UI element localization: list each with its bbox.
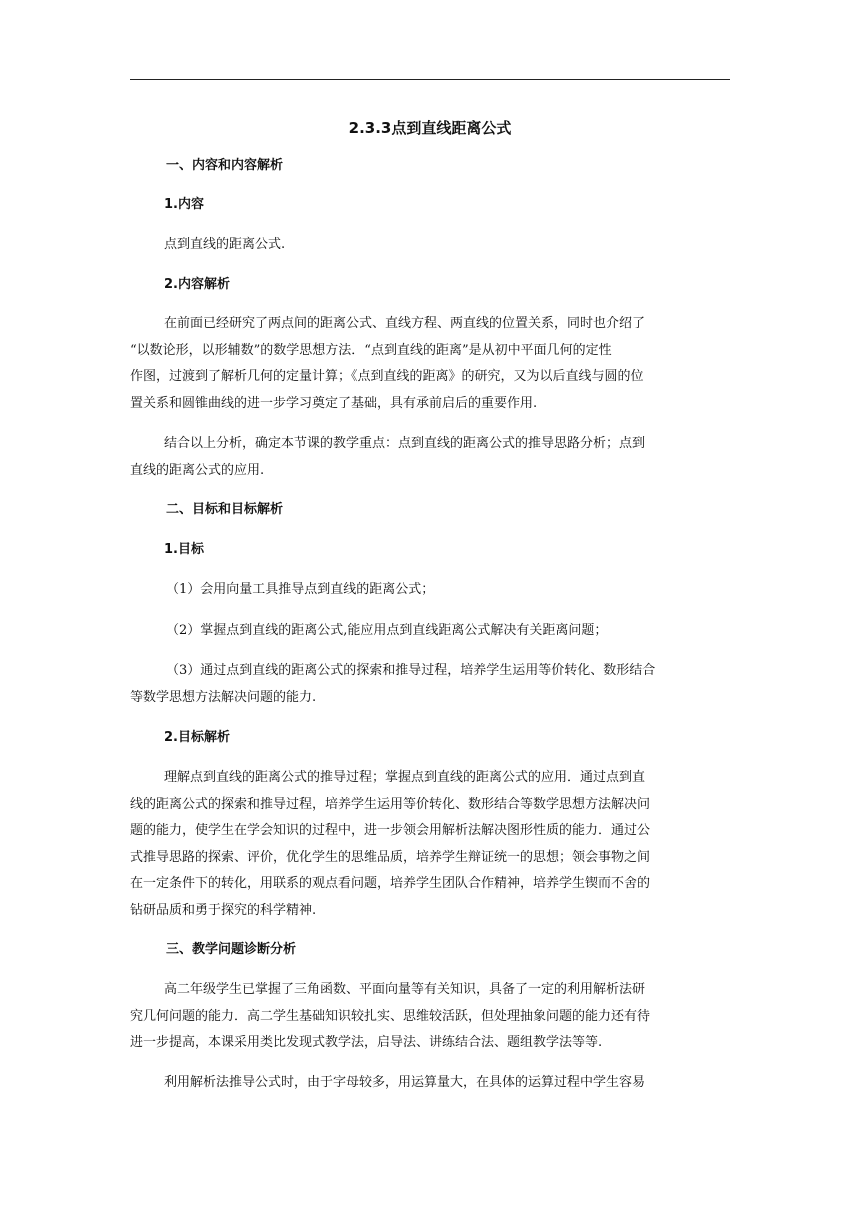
- text-line: 高二年级学生已掌握了三角函数、平面向量等有关知识，具备了一定的利用解析法研: [164, 982, 646, 997]
- text-line: 钻研品质和勇于探究的科学精神.: [130, 902, 317, 918]
- document-title: 2.3.3点到直线距离公式: [348, 119, 512, 137]
- goal-item: [130, 658, 732, 711]
- goal-analysis-paragraph: [130, 765, 732, 924]
- section-heading-content: 一、内容和内容解析: [166, 158, 284, 173]
- header-rule: [130, 79, 730, 80]
- text-line: 进一步提高，本课采用类比发现式教学法，启导法、讲练结合法、题组教学法等等.: [130, 1035, 603, 1050]
- text-line: 利用解析法推导公式时，由于字母较多，用运算量大，在具体的运算过程中学生容易: [164, 1075, 646, 1090]
- derivation-paragraph: [130, 1070, 732, 1097]
- section-heading-goals: 二、目标和目标解析: [166, 502, 284, 517]
- subheading-content: 1.内容: [164, 197, 204, 212]
- text-line: 式推导思路的探索、评价，优化学生的思维品质，培养学生辩证统一的思想；领会事物之间: [130, 849, 651, 865]
- content-text: 点到直线的距离公式.: [164, 237, 286, 252]
- goal-item: （2）掌握点到直线的距离公式,能应用点到直线距离公式解决有关距离问题；: [166, 623, 608, 638]
- text-line: “以数论形，以形辅数”的数学思想方法．“点到直线的距离”是从初中平面几何的定性: [130, 342, 612, 358]
- content-analysis-paragraph: [130, 311, 732, 417]
- text-line: 究几何问题的能力．高二学生基础知识较扎实、思维较活跃，但处理抽象问题的能力还有待: [130, 1008, 651, 1024]
- subheading-goals: 1.目标: [164, 542, 204, 557]
- diagnosis-paragraph: [130, 977, 732, 1057]
- text-line: 题的能力，使学生在学会知识的过程中，进一步领会用解析法解决图形性质的能力．通过公: [130, 823, 651, 838]
- text-line: 在前面已经研究了两点间的距离公式、直线方程、两直线的位置关系，同时也介绍了: [164, 316, 646, 331]
- teaching-focus-paragraph: [130, 431, 732, 484]
- text-line: 等数学思想方法解决问题的能力.: [130, 689, 317, 705]
- text-line: 置关系和圆锥曲线的进一步学习奠定了基础，具有承前启后的重要作用.: [130, 395, 538, 411]
- section-heading-diagnosis: 三、教学问题诊断分析: [166, 942, 297, 957]
- text-line: 理解点到直线的距离公式的推导过程；掌握点到直线的距离公式的应用．通过点到直: [164, 770, 646, 785]
- subheading-content-analysis: 2.内容解析: [164, 277, 230, 292]
- text-line: 作图，过渡到了解析几何的定量计算；《点到直线的距离》的研究，又为以后直线与圆的位: [130, 369, 644, 384]
- text-line: 线的距离公式的探索和推导过程，培养学生运用等价转化、数形结合等数学思想方法解决问: [130, 796, 651, 812]
- text-line: 在一定条件下的转化，用联系的观点看问题，培养学生团队合作精神，培养学生锲而不舍的: [130, 876, 651, 891]
- goal-item: （1）会用向量工具推导点到直线的距离公式；: [166, 582, 435, 597]
- text-line: 结合以上分析，确定本节课的教学重点：点到直线的距离公式的推导思路分析；点到: [164, 436, 646, 451]
- text-line: 直线的距离公式的应用.: [130, 462, 265, 478]
- text-line: （3）通过点到直线的距离公式的探索和推导过程，培养学生运用等价转化、数形结合: [166, 663, 656, 678]
- subheading-goal-analysis: 2.目标解析: [164, 730, 230, 745]
